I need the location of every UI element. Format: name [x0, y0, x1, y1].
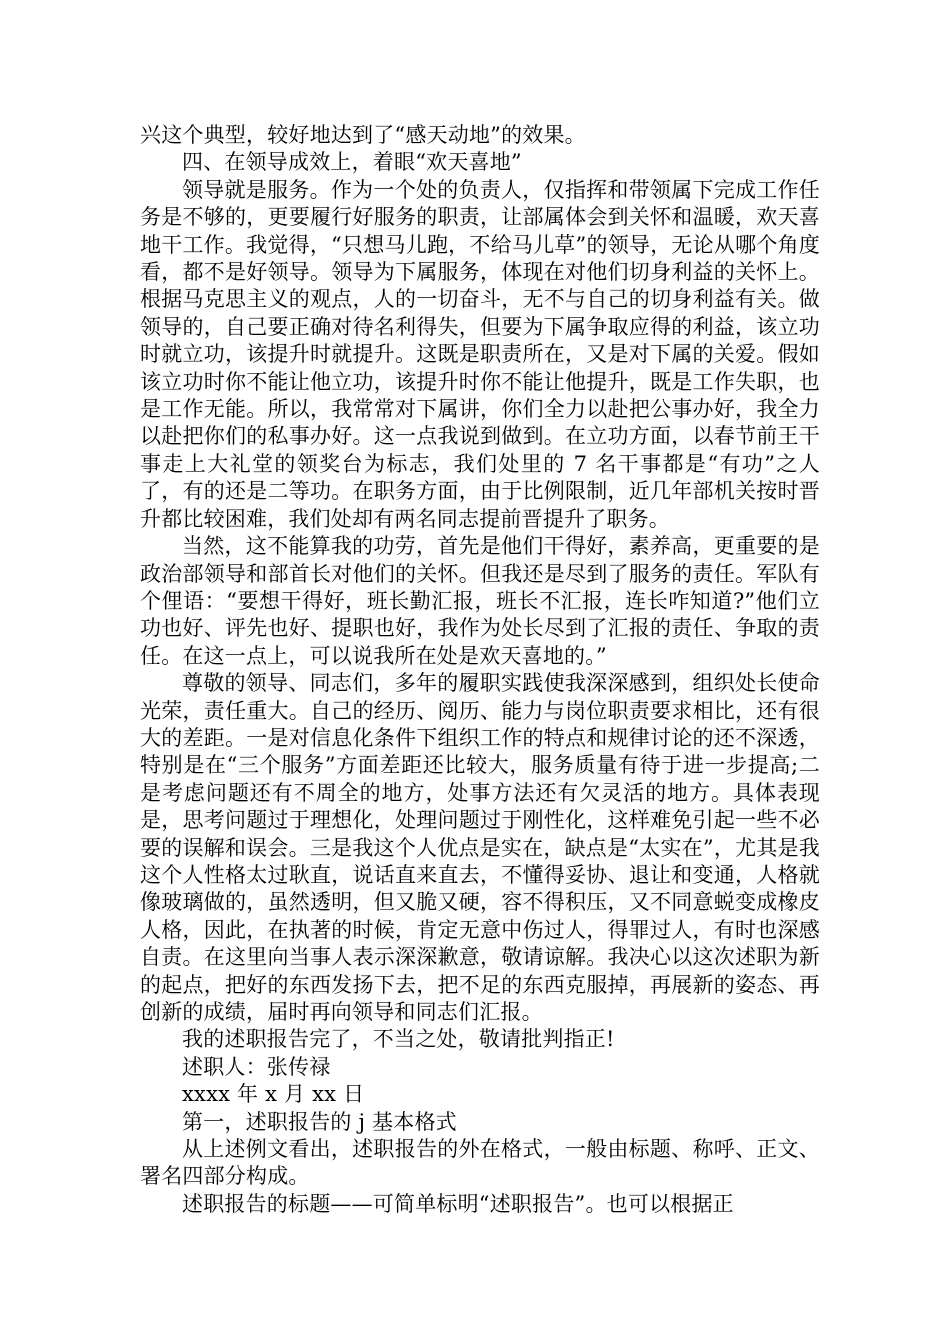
paragraph-title-rule: 述职报告的标题——可简单标明“述职报告”。也可以根据正	[182, 1191, 734, 1216]
paragraph-shortcomings: 尊敬的领导、同志们，多年的履职实践使我深深感到，组织处长使命光荣，责任重大。自己的经历、阅历、能力与岗位职责要求相比，还有很大的差距。一是对信息化条件下组织工作的特点和规律讨论的还不深透，特别是在“三个服务”方面差距还比较大，服务质量有待于进一步提高;二是考虑问题还有不周全的地方，处事方法还有欠灵活的地方。具体表现是，思考问题过于理想化，处理问题过于刚性化，这样难免引起一些不必要的误解和误会。三是我这个人优点是实在，缺点是“太实在”，尤其是我这个人性格太过耿直，说话直来直去，不懂得妥协、退让和变通，人格就像玻璃做的，虽然透明，但又脆又硬，容不得积压，又不同意蜕变成橡皮人格，因此，在执著的时候，肯定无意中伤过人，得罪过人，有时也深感自责。在这里向当事人表示深深歉意，敬请谅解。我决心以这次述职为新的起点，把好的东西发扬下去，把不足的东西克服掉，再展新的姿态、再创新的成绩，届时再向领导和同志们汇报。	[140, 671, 820, 1024]
section-heading-format: 第一，述职报告的 j 基本格式	[182, 1109, 457, 1134]
section-heading-four: 四、在领导成效上，着眼“欢天喜地”	[182, 150, 522, 175]
paragraph-leadership-service: 领导就是服务。作为一个处的负责人，仅指挥和带领属下完成工作任务是不够的，更要履行好服务的职责，让部属体会到关怀和温暖，欢天喜地干工作。我觉得，“只想马儿跑，不给马儿草”的领导，无论从哪个角度看，都不是好领导。领导为下属服务，体现在对他们切身利益的关怀上。根据马克思主义的观点，人的一切奋斗，无不与自己的切身利益有关。做领导的，自己要正确对待名利得失，但要为下属争取应得的利益，该立功时就立功，该提升时就提升。这既是职责所在，又是对下属的关爱。假如该立功时你不能让他立功，该提升时你不能让他提升，既是工作失职，也是工作无能。所以，我常常对下属讲，你们全力以赴把公事办好，我全力以赴把你们的私事办好。这一点我说到做到。在立功方面，以春节前王干事走上大礼堂的领奖台为标志，我们处里的 7 名干事都是“有功”之人了，有的还是二等功。在职务方面，由于比例限制，近几年部机关按时晋升都比较困难，我们处却有两名同志提前晋提升了职务。	[140, 177, 820, 531]
document-body	[140, 122, 820, 1218]
paragraph-closing: 我的述职报告完了，不当之处，敬请批判指正!	[182, 1027, 615, 1052]
signature-date: xxxx 年 x 月 xx 日	[182, 1082, 365, 1107]
paragraph-continuation: 兴这个典型，较好地达到了“感天动地”的效果。	[140, 123, 586, 147]
paragraph-format-structure: 从上述例文看出，述职报告的外在格式，一般由标题、称呼、正文、署名四部分构成。	[140, 1137, 820, 1189]
paragraph-credit: 当然，这不能算我的功劳，首先是他们干得好，素养高，更重要的是政治部领导和部首长对他们的关怀。但我还是尽到了服务的责任。军队有个俚语：“要想干得好，班长勤汇报，班长不汇报，连长咋知道?”他们立功也好、评先也好、提职也好，我作为处长尽到了汇报的责任、争取的责任。在这一点上，可以说我所在处是欢天喜地的。”	[140, 534, 820, 668]
signature-name: 述职人：张传禄	[182, 1054, 331, 1079]
